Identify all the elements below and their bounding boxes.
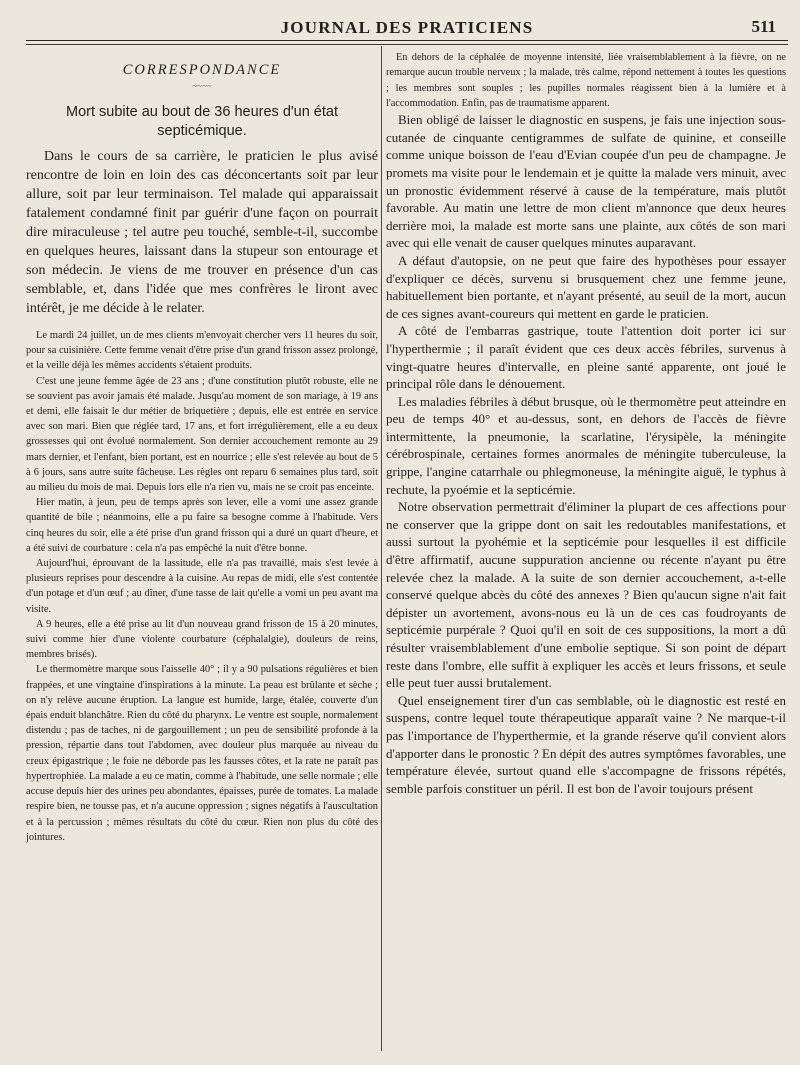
column-divider — [381, 46, 382, 1051]
body-paragraph: A 9 heures, elle a été prise au lit d'un nouveau grand frisson de 15 à 20 minutes, suivi comme hier d'une violente courbature (céphalalgie), douleurs de reins, membres brisés). — [26, 618, 378, 661]
header-rule — [26, 44, 788, 45]
body-paragraph: A côté de l'embarras gastrique, toute l'attention doit porter ici sur l'hyperthermie ; il paraît évident que ces deux accès fébriles, survenus à vingt-quatre heures d'intervalle, en pleine santé apparente, ont joué le principal rôle dans le dénouement. — [386, 323, 786, 392]
body-paragraph: Le thermomètre marque sous l'aisselle 40° ; il y a 90 pulsations régulières et bien frappées, et une vingtaine d'inspirations à la minute. La peau est brûlante et sèche ; on n'y relève aucune éruption. La langue est humide, large, étalée, couverte d'un épais enduit blanchâtre. Rien du côté du pharynx. Le ventre est souple, normalement distendu ; pas de taches, ni de gargouillement ; un peu de sensibilité profonde à la pression, répartie dans tout l'abdomen, avec douleur plus marquée au niveau du creux épigastrique ; le foie ne déborde pas les fausses côtes, et la rate ne paraît pas hypertrophiée. La malade a eu ce matin, comme à l'habitude, une selle normale ; elle accuse depuis hier des urines peu abondantes, épaisses, purée de tomates. La malade respire bien, ne tousse pas, et n'a aucune oppression ; signes négatifs à l'auscultation et à la percussion ; mêmes résultats du côté du cœur. Rien non plus du côté des jointures. — [26, 664, 378, 843]
body-paragraph: Bien obligé de laisser le diagnostic en suspens, je fais une injection sous-cutanée de cinquante centigrammes de sulfate de quinine, et conseille comme unique boisson de l'eau d'Evian coupée d'un peu de champagne. Je promets ma visite pour le lendemain et je quitte la malade vers minuit, avec un pronostic évidemment réservé à cause de la température, mais plutôt favorable. Au matin une lettre de mon client m'annonce que deux heures derrière moi, la malade est morte sans une plainte, aux côtés de son mari avec qui elle venait de causer quelques minutes auparavant. — [386, 112, 786, 251]
section-title: CORRESPONDANCE — [122, 62, 282, 78]
lead-paragraph: Dans le cours de sa carrière, le praticien le plus avisé rencontre de loin en loin des cas déconcertants soit par leur allure, soit par leur terminaison. Tel malade qui apparaissait fatalement condamné finit par guérir d'une façon on pourrait dire miraculeuse ; tel autre peu touché, semble-t-il, succombe en quelques heures, laissant dans la stupeur son entourage et son médecin. Je viens de me trouver en présence d'un cas semblable, et, dans l'idée que mes confrères le liront avec intérêt, je me décide à le relater. — [26, 149, 378, 316]
body-paragraph: En dehors de la céphalée de moyenne intensité, liée vraisemblablement à la fièvre, on ne remarque aucun trouble nerveux ; la malade, très calme, répond nettement à toutes les questions ; les membres sont souples ; les pupilles normales réagissent bien à la lumière et à l'accommodation. Enfin, pas de traumatisme apparent. — [386, 52, 786, 109]
right-column — [386, 50, 786, 797]
body-paragraph: Notre observation permettrait d'éliminer la plupart de ces affections pour ne conserver que la grippe dont on sait les redoutables manifestations, et aussi surtout la pyohémie et la septicémie pour lesquelles il est difficile d'être affirmatif, aucune suppuration ancienne ou récente n'ayant pu être relevée chez la malade. A la suite de son dernier accouchement, a-t-elle conservé quelque abcès du côté des annexes ? Bien qu'aucun signe n'ait fait dépister un avortement, avons-nous eu là un de ces cas foudroyants de septicémie purpérale ? Quoi qu'il en soit de ces suppositions, la mort a dû résulter vraisemblablement d'une embolie septique. Si son point de départ reste dans l'ombre, elle suffit à expliquer les accès et leurs frissons, et seule elle peut tuer aussi brutalement. — [386, 499, 786, 691]
page-header — [26, 14, 788, 41]
article-title: Mort subite au bout de 36 heures d'un état septicémique. — [65, 104, 338, 139]
body-paragraph: Le mardi 24 juillet, un de mes clients m'envoyait chercher vers 11 heures du soir, pour sa cuisinière. Cette femme venait d'être prise d'un grand frisson assez prolongé, et la veille déjà les mêmes accidents s'étaient produits. — [26, 330, 378, 372]
title-flourish: ~~~~ — [192, 81, 212, 91]
page-number: 511 — [751, 17, 776, 36]
left-column — [26, 50, 378, 845]
body-paragraph: Quel enseignement tirer d'un cas semblable, où le diagnostic est resté en suspens, contre lequel toute thérapeutique apparaît vaine ? Ne marque-t-il pas l'importance de l'hyperthermie, et la grande réserve qu'il convient alors d'apporter dans le pronostic ? En dépit des autres symptômes favorables, une température élevée, surtout quand elle s'accompagne de frissons répétés, semble parfois constituer un péril. Il est bon de l'avoir toujours présent — [386, 692, 786, 796]
body-paragraph: A défaut d'autopsie, on ne peut que faire des hypothèses pour essayer d'expliquer ce décès, survenu si brusquement chez une femme jeune, habituellement bien portante, et n'ayant présenté, au seuil de la mort, aucun de ces signes avant-coureurs qui mettent en garde le praticien. — [386, 252, 786, 321]
journal-title: JOURNAL DES PRATICIENS — [280, 18, 534, 37]
body-paragraph: Hier matin, à jeun, peu de temps après son lever, elle a vomi une assez grande quantité de bile ; néanmoins, elle a pu faire sa besogne comme à l'habitude. Vers cinq heures du soir, elle a été prise d'un grand frisson qui a duré un quart d'heure, et a été suivi de courbature : cela n'a pas empêché la nuit d'être bonne. — [26, 497, 378, 554]
body-paragraph: Les maladies fébriles à début brusque, où le thermomètre peut atteindre en peu de temps 40° et au-dessus, sont, en dehors de l'accès de fièvre intermittente, la pneumonie, la scarlatine, l'érysipèle, la méningite cérébrospinale, certaines formes anormales de méningite tuberculeuse, la grippe, l'angine catarrhale ou phlegmoneuse, la méningite aiguë, le typhus à rechute, la pyoémie et la septicémie. — [386, 393, 786, 497]
body-paragraph: C'est une jeune femme âgée de 23 ans ; d'une constitution plutôt robuste, elle ne se souvient pas avoir jamais été malade. Jusqu'au moment de son mariage, à 19 ans et demi, elle faisait le dur métier de briquetière ; depuis, elle est entrée en service avec son mari. Bien que réglée tard, 17 ans, et fort irrégulièrement, elle a eu deux grossesses qui ont évolué normalement. Son dernier accouchement remonte au 29 mars dernier, et l'enfant, bien portant, est en nourrice ; elle s'est relevée au bout de 5 à 6 jours, sans autre suite fâcheuse. Les règles ont reparu 6 semaines plus tard, soit au milieu du mois de mai. Depuis lors elle n'a rien vu, mais ne se croit pas enceinte. — [26, 375, 378, 494]
body-paragraph: Aujourd'hui, éprouvant de la lassitude, elle n'a pas travaillé, mais s'est levée à plusieurs reprises pour descendre à la cuisine. Au repas de midi, elle s'est contentée d'un potage et d'un œuf ; au dîner, d'une tasse de lait qu'elle a vomi un peu avant ma visite. — [26, 558, 378, 615]
